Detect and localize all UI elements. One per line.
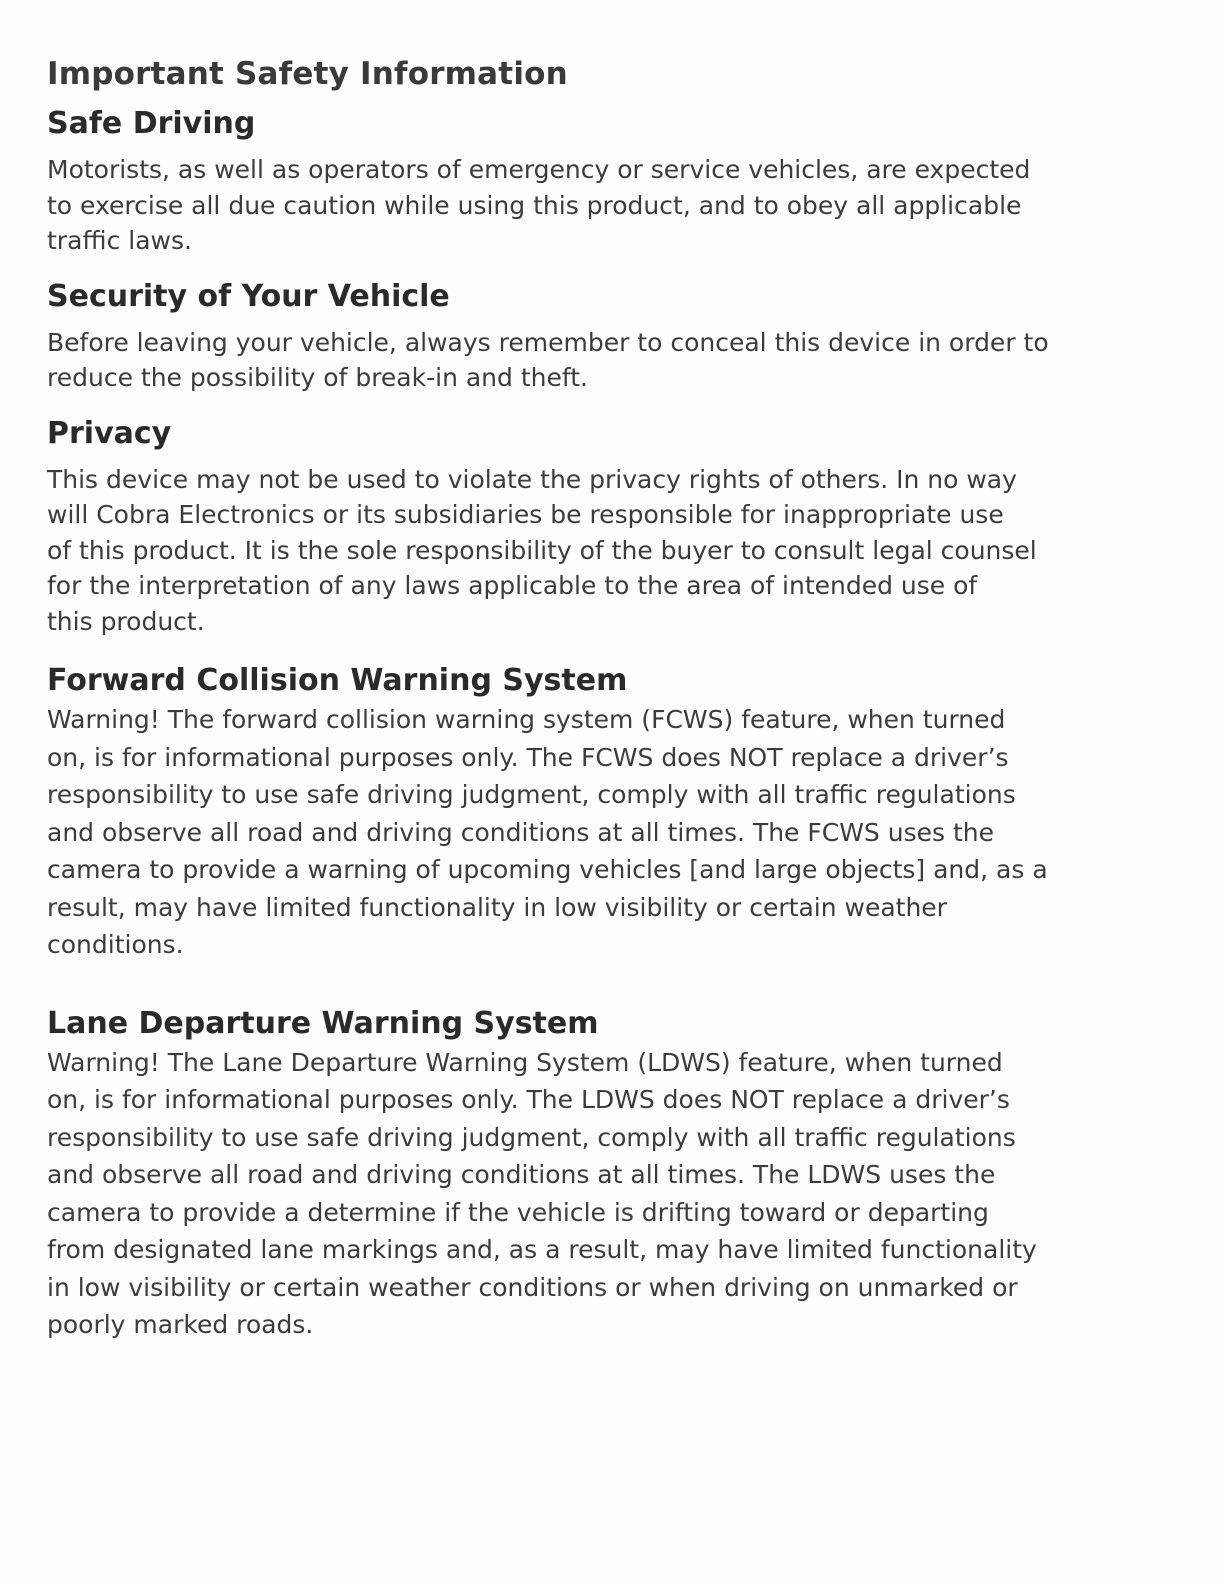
section-heading: Safe Driving [47, 106, 256, 141]
page-title: Important Safety Information [47, 56, 568, 92]
section-heading: Lane Departure Warning System [47, 1005, 599, 1041]
section-heading: Security of Your Vehicle [47, 278, 450, 314]
section-safe-driving [47, 106, 1157, 259]
section-heading: Privacy [47, 415, 172, 451]
section-heading: Forward Collision Warning System [47, 663, 628, 698]
section-security-of-vehicle [47, 279, 1157, 396]
section-privacy [47, 416, 1157, 640]
section-body: Motorists, as well as operators of emergency or service vehicles, are expected to exercise all due caution while using this product, and to obey all applicable traffic laws. [47, 155, 1031, 255]
safety-info-page [47, 56, 1157, 1344]
section-body: Warning! The Lane Departure Warning System (LDWS) feature, when turned on, is for informational purposes only. The LDWS does NOT replace a driver’s responsibility to use safe driving judgment, comply with all traffic regulations and observe all road and driving conditions at all times. The LDWS uses the camera to provide a determine if the vehicle is drifting toward or departing from designated lane markings and, as a result, may have limited functionality in low visibility or certain weather conditions or when driving on unmarked or poorly marked roads. [47, 1047, 1037, 1339]
section-forward-collision-warning [47, 663, 1157, 964]
section-lane-departure-warning [47, 1006, 1157, 1344]
section-body: Warning! The forward collision warning system (FCWS) feature, when turned on, is for informational purposes only. The FCWS does NOT replace a driver’s responsibility to use safe driving judgment, comply with all traffic regulations and observe all road and driving conditions at all times. The FCWS uses the camera to provide a warning of upcoming vehicles [and large objects] and, as a result, may have limited functionality in low visibility or certain weather conditions. [47, 705, 1048, 959]
section-body: This device may not be used to violate the privacy rights of others. In no way will Cobra Electronics or its subsidiaries be responsible for inappropriate use of this product. It is the sole responsibility of the buyer to consult legal counsel for the interpretation of any laws applicable to the area of intended use of this product. [47, 464, 1037, 636]
section-body: Before leaving your vehicle, always remember to conceal this device in order to reduce the possibility of break-in and theft. [47, 327, 1049, 392]
